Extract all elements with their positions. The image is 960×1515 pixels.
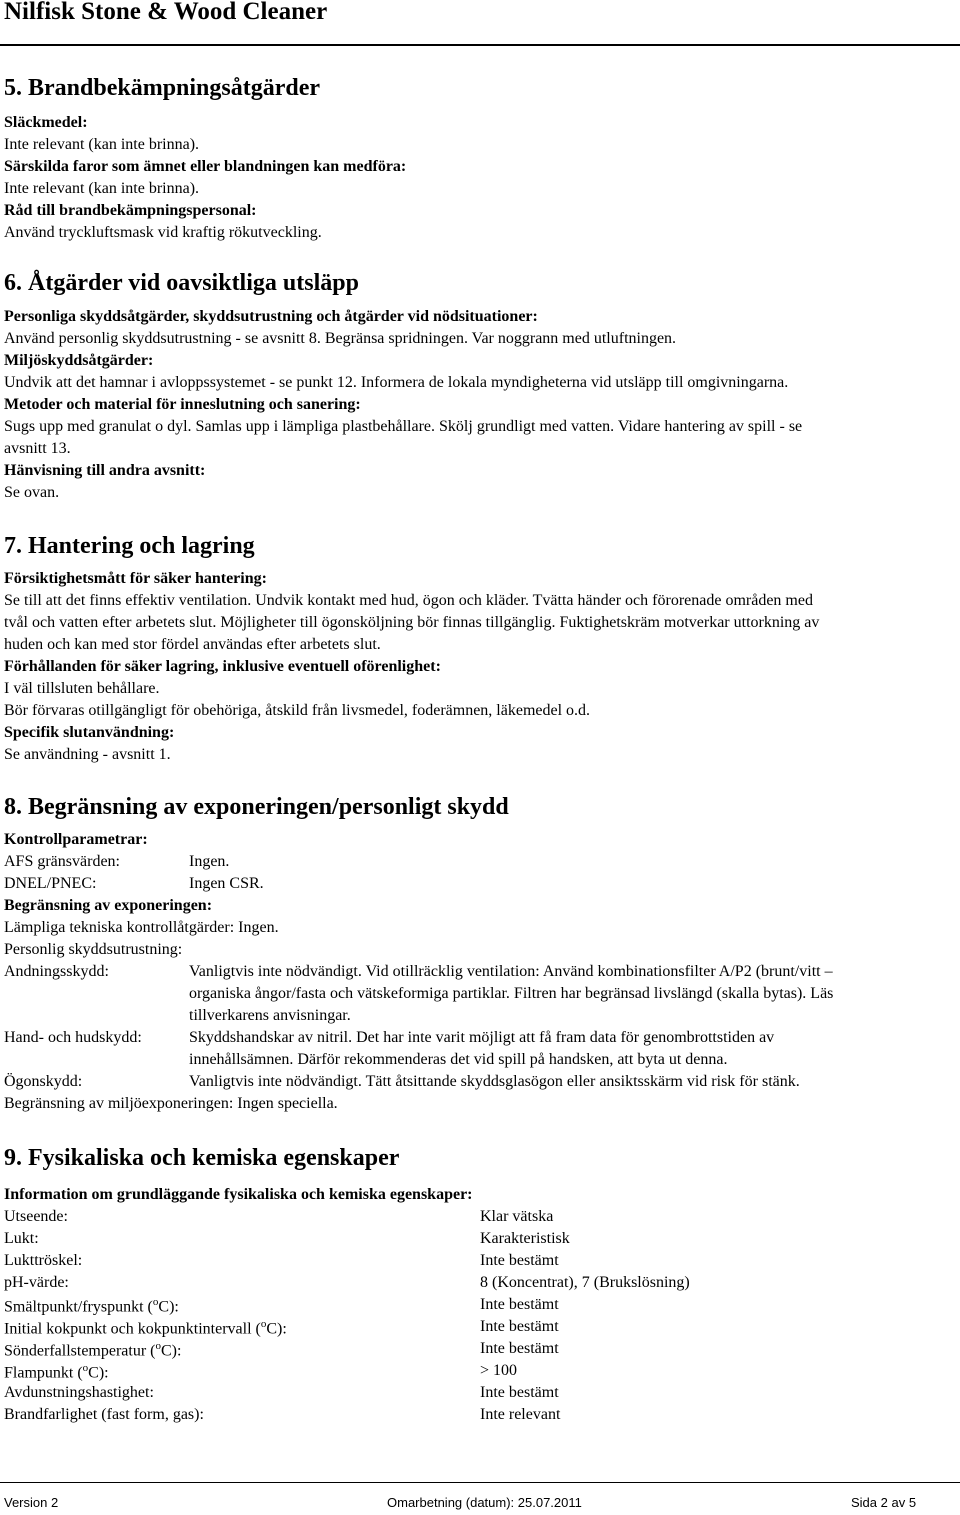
- handskydd-text: innehållsämnen. Därför rekommenderas det vid spill på handsken, att byta ut denna.: [189, 1051, 728, 1068]
- s5-line: Inte relevant (kan inte brinna).: [4, 136, 200, 153]
- afs-label: AFS gränsvärden:: [4, 853, 120, 870]
- s6-line: Metoder och material för inneslutning och sanering:: [4, 396, 361, 413]
- s8-line: Begränsning av exponeringen:: [4, 897, 213, 914]
- s6-line: Använd personlig skyddsutrustning - se avsnitt 8. Begränsa spridningen. Var noggrann med utluftningen.: [4, 330, 677, 347]
- s9-line: Information om grundläggande fysikaliska och kemiska egenskaper:: [4, 1186, 473, 1203]
- property-label-text: Utseende:: [4, 1208, 68, 1225]
- property-label: [4, 1340, 181, 1360]
- s6-line: Sugs upp med granulat o dyl. Samlas upp i lämpliga plastbehållare. Skölj grundligt med vatten. Vidare hantering av spill - se: [4, 418, 803, 435]
- property-label: [4, 1362, 109, 1382]
- s5-line: Särskilda faror som ämnet eller blandningen kan medföra:: [4, 158, 407, 175]
- property-label-unit: C):: [161, 1342, 182, 1360]
- s7-line: huden och kan med stor fördel användas efter arbetets slut.: [4, 636, 381, 653]
- s7-line: Se användning - avsnitt 1.: [4, 746, 171, 763]
- s6-line: Se ovan.: [4, 484, 60, 501]
- property-label-unit: C):: [266, 1320, 287, 1338]
- handskydd-text: Skyddshandskar av nitril. Det har inte varit möjligt att få fram data för genombrottstiden av: [189, 1029, 775, 1046]
- degree-superscript: o: [82, 1362, 89, 1374]
- s5-line: Råd till brandbekämpningspersonal:: [4, 202, 257, 219]
- footer-version: Version 2: [4, 1495, 59, 1510]
- property-label-text: pH-värde:: [4, 1274, 69, 1291]
- property-label-unit: C):: [88, 1364, 109, 1382]
- property-value: Klar vätska: [480, 1208, 554, 1225]
- section-6-heading: 6. Åtgärder vid oavsiktliga utsläpp: [4, 270, 359, 296]
- footer-divider: [0, 1482, 960, 1483]
- property-label: [4, 1406, 204, 1424]
- section-7-heading: 7. Hantering och lagring: [4, 533, 255, 559]
- s5-line: Inte relevant (kan inte brinna).: [4, 180, 200, 197]
- andningsskydd-text: Vanligtvis inte nödvändigt. Vid otillräcklig ventilation: Använd kombinationsfilter A/P2 (brunt/vitt –: [189, 963, 833, 980]
- property-label-text: Smältpunkt/fryspunkt (: [4, 1298, 153, 1316]
- afs-value: Ingen.: [189, 853, 230, 870]
- s7-line: tvål och vatten efter arbetets slut. Möjligheter till ögonsköljning bör finnas tillgänglig. Fuktighetskräm motverkar uttorkning av: [4, 614, 820, 631]
- section-5-heading: 5. Brandbekämpningsåtgärder: [4, 75, 321, 101]
- s5-line: Använd tryckluftsmask vid kraftig rökutveckling.: [4, 224, 322, 241]
- property-label: [4, 1208, 68, 1226]
- section-8-heading: 8. Begränsning av exponeringen/personligt skydd: [4, 794, 509, 820]
- footer-page: Sida 2 av 5: [851, 1495, 917, 1510]
- property-value: Inte bestämt: [480, 1296, 559, 1313]
- property-label-text: Lukt:: [4, 1230, 39, 1247]
- andningsskydd-text: organiska ångor/fasta och vätskeformiga partiklar. Filtren har begränsad livslängd (skalla bytas). Läs: [189, 985, 834, 1002]
- s6-line: Hänvisning till andra avsnitt:: [4, 462, 206, 479]
- degree-superscript: o: [152, 1296, 159, 1308]
- s7-line: Försiktighetsmått för säker hantering:: [4, 570, 267, 587]
- s7-line: I väl tillsluten behållare.: [4, 680, 160, 697]
- s6-line: avsnitt 13.: [4, 440, 71, 457]
- property-label-text: Flampunkt (: [4, 1364, 83, 1382]
- property-label: [4, 1274, 69, 1292]
- dnel-label: DNEL/PNEC:: [4, 875, 97, 892]
- s6-line: Miljöskyddsåtgärder:: [4, 352, 154, 369]
- property-label: [4, 1318, 287, 1338]
- property-value: Inte bestämt: [480, 1318, 559, 1335]
- ogonskydd-label: Ögonskydd:: [4, 1073, 83, 1090]
- s8-line: Begränsning av miljöexponeringen: Ingen speciella.: [4, 1095, 338, 1112]
- property-label: [4, 1296, 179, 1316]
- dnel-value: Ingen CSR.: [189, 875, 264, 892]
- degree-superscript: o: [260, 1318, 267, 1330]
- andningsskydd-label: Andningsskydd:: [4, 963, 109, 980]
- s6-line: Undvik att det hamnar i avloppssystemet - se punkt 12. Informera de lokala myndigheterna vid utsläpp till omgivningarna.: [4, 374, 789, 391]
- property-label-text: Lukttröskel:: [4, 1252, 83, 1269]
- handskydd-label: Hand- och hudskydd:: [4, 1029, 142, 1046]
- property-value: Karakteristisk: [480, 1230, 570, 1247]
- property-label-text: Avdunstningshastighet:: [4, 1384, 154, 1401]
- section-9-heading: 9. Fysikaliska och kemiska egenskaper: [4, 1145, 400, 1171]
- andningsskydd-text: tillverkarens anvisningar.: [189, 1007, 351, 1024]
- header-divider: [0, 44, 960, 46]
- s7-line: Se till att det finns effektiv ventilation. Undvik kontakt med hud, ögon och kläder. Tvätta händer och förorenade områden med: [4, 592, 813, 609]
- s8-line: Personlig skyddsutrustning:: [4, 941, 183, 958]
- property-value: Inte relevant: [480, 1406, 561, 1423]
- property-value: > 100: [480, 1362, 518, 1379]
- property-label-text: Brandfarlighet (fast form, gas):: [4, 1406, 204, 1423]
- property-label-text: Sönderfallstemperatur (: [4, 1342, 156, 1360]
- property-label-text: Initial kokpunkt och kokpunktintervall (: [4, 1320, 261, 1338]
- property-label: [4, 1252, 82, 1270]
- property-label: [4, 1230, 39, 1248]
- s7-line: Specifik slutanvändning:: [4, 724, 175, 741]
- s7-line: Förhållanden för säker lagring, inklusive eventuell oförenlighet:: [4, 658, 441, 675]
- property-value: Inte bestämt: [480, 1384, 559, 1401]
- degree-superscript: o: [155, 1340, 161, 1352]
- property-label-unit: C):: [158, 1298, 179, 1316]
- property-label: [4, 1384, 154, 1402]
- ogonskydd-text: Vanligtvis inte nödvändigt. Tätt åtsittande skyddsglasögon eller ansiktsskärm vid risk för stänk.: [189, 1073, 800, 1090]
- footer-revision: Omarbetning (datum): 25.07.2011: [387, 1495, 582, 1510]
- document-title: Nilfisk Stone & Wood Cleaner: [4, 0, 328, 25]
- property-value: Inte bestämt: [480, 1252, 559, 1269]
- s8-line: Kontrollparametrar:: [4, 831, 148, 848]
- s5-line: Släckmedel:: [4, 114, 88, 131]
- s8-line: Lämpliga tekniska kontrollåtgärder: Ingen.: [4, 919, 279, 936]
- property-value: 8 (Koncentrat), 7 (Brukslösning): [480, 1274, 690, 1291]
- s6-line: Personliga skyddsåtgärder, skyddsutrustning och åtgärder vid nödsituationer:: [4, 308, 538, 325]
- property-value: Inte bestämt: [480, 1340, 559, 1357]
- s7-line: Bör förvaras otillgängligt för obehöriga, åtskild från livsmedel, foderämnen, läkemedel o.d.: [4, 702, 591, 719]
